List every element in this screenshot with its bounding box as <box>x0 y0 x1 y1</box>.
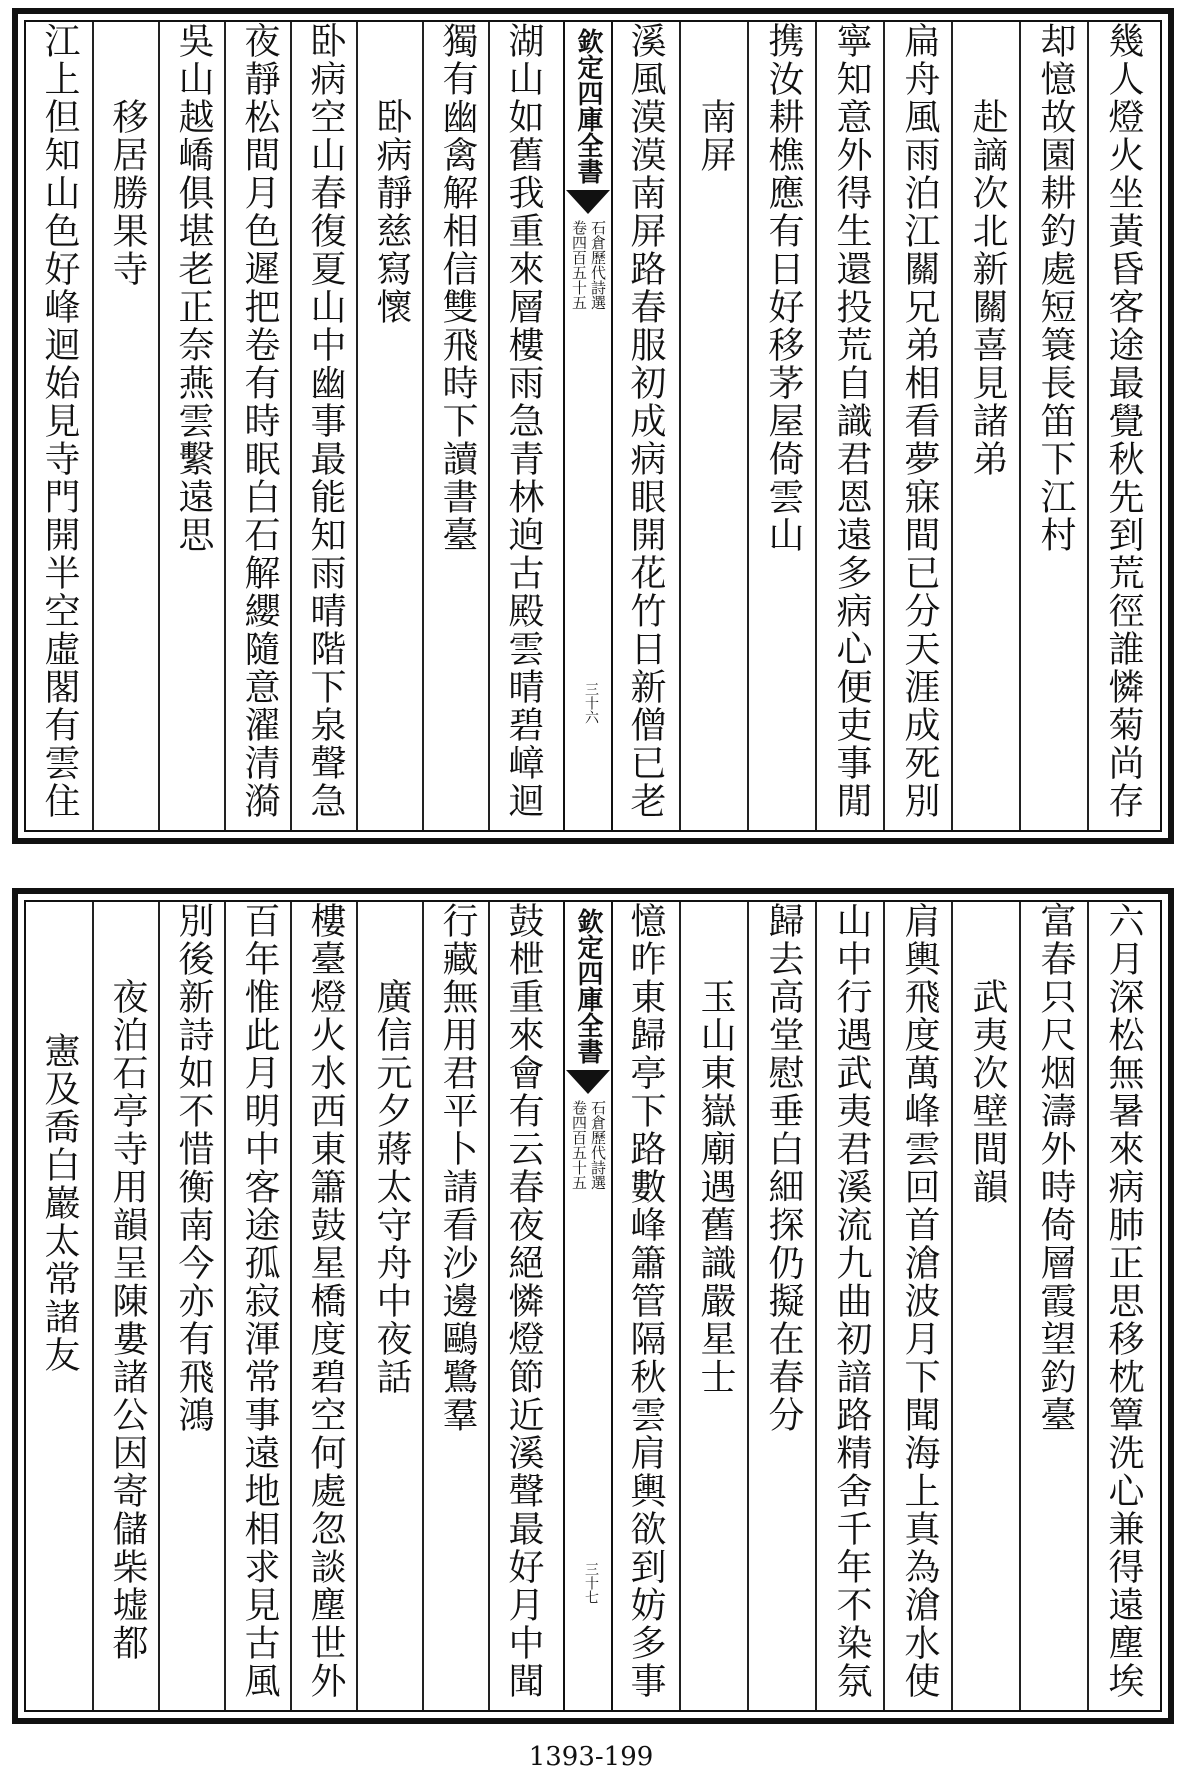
column-text: 玉山東嶽廟遇舊識嚴星士 <box>695 902 736 1396</box>
text-column <box>290 22 358 830</box>
text-column <box>951 22 1021 830</box>
text-column <box>488 902 556 1710</box>
column-text: 南屏 <box>695 22 736 174</box>
volume-number: 卷四百五十五 <box>570 220 588 310</box>
column-text: 吳山越嶠俱堪老正奈燕雲繫遠思 <box>173 22 214 554</box>
bottom-right-columns <box>611 902 1160 1710</box>
text-column <box>1087 902 1157 1710</box>
text-column <box>611 22 679 830</box>
text-column <box>158 22 226 830</box>
text-column <box>158 902 226 1710</box>
text-column <box>356 22 424 830</box>
text-column <box>883 902 953 1710</box>
collection-title: 欽定四庫全書 <box>573 908 603 1064</box>
text-column <box>224 902 292 1710</box>
column-text: 肩輿飛度萬峰雲回首滄波月下聞海上真為滄水使 <box>899 902 940 1700</box>
text-column <box>611 902 679 1710</box>
bottom-left-columns <box>26 902 561 1710</box>
column-text: 幾人燈火坐黃昏客途最覺秋先到荒徑誰憐菊尚存 <box>1103 22 1144 820</box>
volume-number: 卷四百五十五 <box>570 1100 588 1190</box>
column-text: 六月深松無暑來病肺正思移枕簟洗心兼得遠塵埃 <box>1103 902 1144 1700</box>
text-column <box>679 22 749 830</box>
column-text: 別後新詩如不惜衡南今亦有飛鴻 <box>173 902 214 1434</box>
text-column <box>951 902 1021 1710</box>
column-text: 移居勝果寺 <box>107 22 148 288</box>
column-text: 武夷次壁間韻 <box>967 902 1008 1206</box>
text-column <box>26 902 92 1710</box>
anthology-title: 石倉歷代詩選 <box>589 220 607 310</box>
top-right-columns <box>611 22 1160 830</box>
text-column <box>26 22 92 830</box>
text-column <box>747 22 817 830</box>
text-column <box>356 902 424 1710</box>
folio-number: 三十七 <box>583 1562 599 1604</box>
bottom-center-column <box>563 902 613 1710</box>
text-column <box>883 22 953 830</box>
column-text: 憲及喬白巖太常諸友 <box>39 1032 80 1374</box>
column-text: 鼓枻重來會有云春夜絕憐燈節近溪聲最好月中聞 <box>503 902 544 1700</box>
top-folio <box>0 0 1182 850</box>
anthology-title: 石倉歷代詩選 <box>589 1100 607 1190</box>
top-left-columns <box>26 22 561 830</box>
top-center-column <box>563 22 613 830</box>
column-text: 寧知意外得生還投荒自識君恩遠多病心便吏事閒 <box>831 22 872 820</box>
text-column <box>679 902 749 1710</box>
column-text: 樓臺燈火水西東簫鼓星橋度碧空何處忽談塵世外 <box>305 902 346 1700</box>
column-text: 江上但知山色好峰迴始見寺門開半空虛閣有雲住 <box>39 22 80 820</box>
collection-title: 欽定四庫全書 <box>573 28 603 184</box>
column-text: 卧病靜慈寫懷 <box>371 22 412 326</box>
text-column <box>815 902 885 1710</box>
text-column <box>815 22 885 830</box>
column-text: 湖山如舊我重來層樓雨急青林逈古殿雲晴碧嶂迴 <box>503 22 544 820</box>
page-number: 1393-199 <box>528 1742 654 1772</box>
column-text: 赴謫次北新關喜見諸弟 <box>967 22 1008 478</box>
text-column <box>1019 22 1089 830</box>
text-column <box>224 22 292 830</box>
column-text: 扁舟風雨泊江關兄弟相看夢寐間已分天涯成死別 <box>899 22 940 820</box>
column-text: 廣信元夕蔣太守舟中夜話 <box>371 902 412 1396</box>
text-column <box>422 22 490 830</box>
column-text: 夜泊石亭寺用韻呈陳婁諸公因寄儲柴墟都 <box>107 902 148 1662</box>
column-text: 百年惟此月明中客途孤寂渾常事遠地相求見古風 <box>239 902 280 1700</box>
folio-number: 三十六 <box>583 682 599 724</box>
column-text: 卧病空山春復夏山中幽事最能知雨晴階下泉聲急 <box>305 22 346 820</box>
fish-tail-mark <box>566 1070 610 1094</box>
text-column <box>1019 902 1089 1710</box>
column-text: 夜靜松間月色遲把卷有時眠白石解纓隨意濯清漪 <box>239 22 280 820</box>
column-text: 却憶故園耕釣處短簑長笛下江村 <box>1035 22 1076 554</box>
text-column <box>1087 22 1157 830</box>
fish-tail-mark <box>566 190 610 214</box>
column-text: 溪風漠漠南屏路春服初成病眼開花竹日新僧已老 <box>625 22 666 820</box>
column-text: 携汝耕樵應有日好移茅屋倚雲山 <box>763 22 804 554</box>
column-text: 行藏無用君平卜請看沙邊鷗鷺羣 <box>437 902 478 1434</box>
column-text: 憶昨東歸亭下路數峰簫管隔秋雲肩輿欲到妨多事 <box>625 902 666 1700</box>
text-column <box>747 902 817 1710</box>
text-column <box>422 902 490 1710</box>
text-column <box>92 902 160 1710</box>
column-text: 歸去高堂慰垂白細探仍擬在春分 <box>763 902 804 1434</box>
column-text: 獨有幽禽解相信雙飛時下讀書臺 <box>437 22 478 554</box>
text-column <box>488 22 556 830</box>
column-text: 山中行遇武夷君溪流九曲初諳路精舍千年不染氛 <box>831 902 872 1700</box>
text-column <box>92 22 160 830</box>
bottom-folio <box>0 880 1182 1730</box>
text-column <box>290 902 358 1710</box>
column-text: 富春只尺烟濤外時倚層霞望釣臺 <box>1035 902 1076 1434</box>
